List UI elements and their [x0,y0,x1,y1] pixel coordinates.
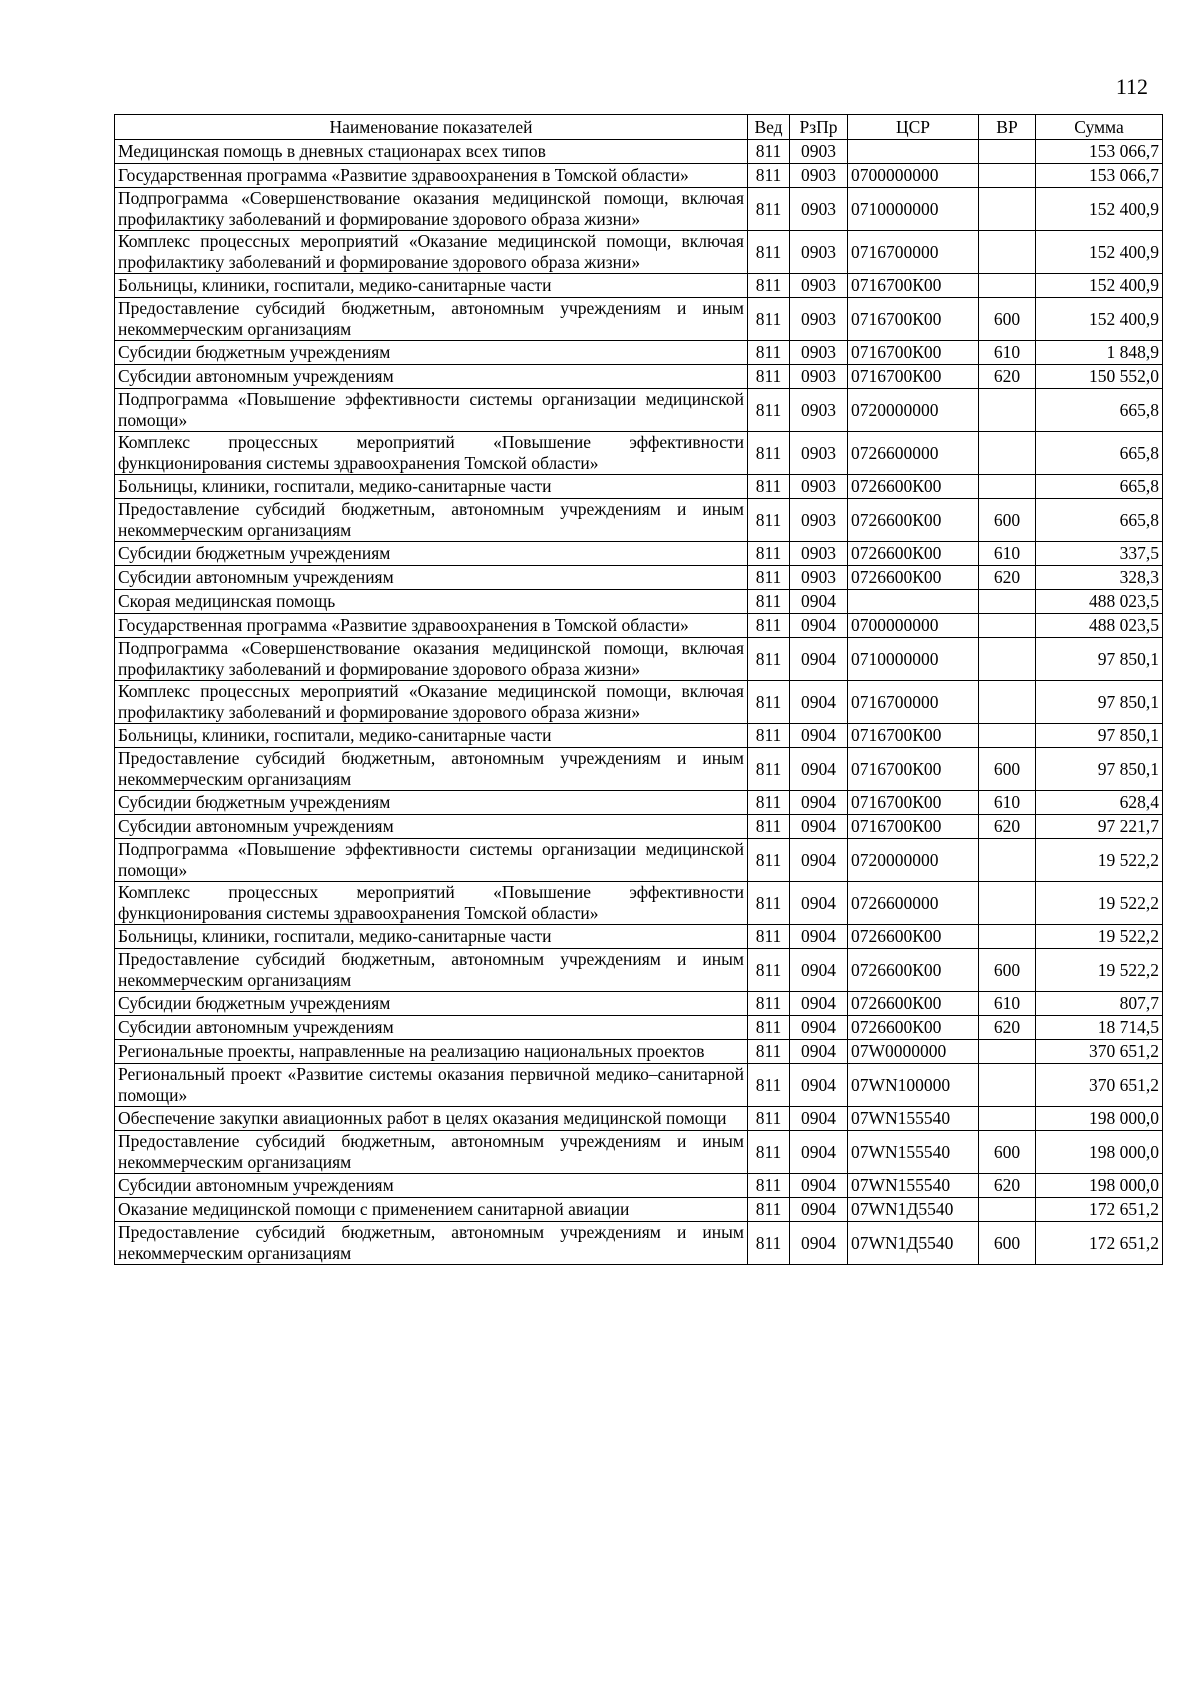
table-row [115,1174,1163,1198]
cell-rzpr: 0903 [790,475,848,499]
table-row [115,1107,1163,1131]
table-row [115,791,1163,815]
cell-sum: 198 000,0 [1036,1131,1163,1174]
cell-sum: 198 000,0 [1036,1107,1163,1131]
cell-sum: 152 400,9 [1036,274,1163,298]
cell-csr: 0720000000 [848,389,979,432]
table-row [115,231,1163,274]
cell-sum: 97 850,1 [1036,724,1163,748]
cell-rzpr: 0904 [790,839,848,882]
cell-vr: 610 [979,542,1036,566]
cell-name: Государственная программа «Развитие здравоохранения в Томской области» [115,614,748,638]
cell-name: Подпрограмма «Повышение эффективности системы организации медицинской помощи» [115,839,748,882]
cell-sum: 370 651,2 [1036,1064,1163,1107]
cell-sum: 19 522,2 [1036,839,1163,882]
cell-sum: 19 522,2 [1036,925,1163,949]
cell-name: Субсидии бюджетным учреждениям [115,542,748,566]
cell-rzpr: 0904 [790,949,848,992]
table-row [115,681,1163,724]
cell-rzpr: 0904 [790,992,848,1016]
page-number: 112 [1115,74,1148,99]
cell-vr [979,140,1036,164]
cell-sum: 152 400,9 [1036,188,1163,231]
table-row [115,298,1163,341]
cell-rzpr: 0904 [790,681,848,724]
table-row [115,949,1163,992]
cell-csr: 07W0000000 [848,1040,979,1064]
cell-name: Больницы, клиники, госпитали, медико-санитарные части [115,274,748,298]
cell-rzpr: 0903 [790,432,848,475]
cell-ved: 811 [748,590,790,614]
cell-csr: 0716700К00 [848,274,979,298]
cell-vr [979,1040,1036,1064]
table-row [115,1064,1163,1107]
cell-sum: 1 848,9 [1036,341,1163,365]
cell-csr: 07WN100000 [848,1064,979,1107]
cell-name: Подпрограмма «Совершенствование оказания медицинской помощи, включая профилактику заболеваний и формирование здорового образа жизни» [115,638,748,681]
cell-name: Предоставление субсидий бюджетным, автономным учреждениям и иным некоммерческим организациям [115,748,748,791]
cell-rzpr: 0904 [790,791,848,815]
cell-vr [979,188,1036,231]
table-row [115,590,1163,614]
cell-ved: 811 [748,1040,790,1064]
cell-vr: 620 [979,1016,1036,1040]
cell-csr: 0726600000 [848,882,979,925]
cell-vr [979,925,1036,949]
table-row [115,389,1163,432]
cell-csr: 0726600К00 [848,475,979,499]
cell-csr: 0700000000 [848,614,979,638]
cell-csr: 0726600К00 [848,1016,979,1040]
table-row [115,432,1163,475]
cell-name: Предоставление субсидий бюджетным, автономным учреждениям и иным некоммерческим организациям [115,499,748,542]
cell-sum: 807,7 [1036,992,1163,1016]
table-row [115,925,1163,949]
cell-vr: 620 [979,1174,1036,1198]
cell-name: Комплекс процессных мероприятий «Повышение эффективности функционирования системы здравоохранения Томской области» [115,432,748,475]
table-row [115,1040,1163,1064]
cell-sum: 152 400,9 [1036,231,1163,274]
cell-name: Оказание медицинской помощи с применением санитарной авиации [115,1198,748,1222]
cell-vr: 600 [979,748,1036,791]
cell-ved: 811 [748,839,790,882]
table-row [115,882,1163,925]
cell-csr: 0726600К00 [848,566,979,590]
table-row [115,1222,1163,1265]
cell-ved: 811 [748,882,790,925]
cell-name: Подпрограмма «Совершенствование оказания медицинской помощи, включая профилактику заболеваний и формирование здорового образа жизни» [115,188,748,231]
cell-ved: 811 [748,188,790,231]
cell-vr [979,681,1036,724]
table-row [115,748,1163,791]
cell-csr: 0716700К00 [848,791,979,815]
cell-ved: 811 [748,992,790,1016]
cell-csr: 0716700К00 [848,748,979,791]
cell-rzpr: 0903 [790,566,848,590]
table-row [115,1131,1163,1174]
cell-rzpr: 0904 [790,1198,848,1222]
cell-ved: 811 [748,231,790,274]
cell-sum: 665,8 [1036,499,1163,542]
cell-rzpr: 0904 [790,1131,848,1174]
cell-name: Комплекс процессных мероприятий «Оказание медицинской помощи, включая профилактику заболеваний и формирование здорового образа жизни» [115,681,748,724]
cell-vr: 620 [979,365,1036,389]
cell-ved: 811 [748,949,790,992]
cell-name: Предоставление субсидий бюджетным, автономным учреждениям и иным некоммерческим организациям [115,949,748,992]
table-row [115,638,1163,681]
cell-csr: 07WN155540 [848,1107,979,1131]
cell-ved: 811 [748,499,790,542]
cell-csr: 0710000000 [848,188,979,231]
cell-rzpr: 0904 [790,1107,848,1131]
cell-sum: 153 066,7 [1036,164,1163,188]
cell-csr: 0716700К00 [848,724,979,748]
cell-vr [979,231,1036,274]
cell-csr: 0700000000 [848,164,979,188]
table-row [115,499,1163,542]
cell-ved: 811 [748,475,790,499]
cell-csr: 0726600К00 [848,992,979,1016]
cell-sum: 19 522,2 [1036,949,1163,992]
cell-rzpr: 0904 [790,1064,848,1107]
cell-sum: 198 000,0 [1036,1174,1163,1198]
cell-vr: 620 [979,566,1036,590]
cell-name: Субсидии автономным учреждениям [115,566,748,590]
budget-table [114,114,1163,1265]
cell-csr: 0726600К00 [848,499,979,542]
cell-rzpr: 0903 [790,231,848,274]
cell-csr: 0716700К00 [848,298,979,341]
cell-rzpr: 0904 [790,614,848,638]
cell-name: Предоставление субсидий бюджетным, автономным учреждениям и иным некоммерческим организациям [115,1222,748,1265]
cell-ved: 811 [748,925,790,949]
cell-rzpr: 0904 [790,1016,848,1040]
cell-ved: 811 [748,566,790,590]
cell-csr: 0716700К00 [848,341,979,365]
cell-name: Больницы, клиники, госпитали, медико-санитарные части [115,724,748,748]
table-row [115,724,1163,748]
cell-sum: 328,3 [1036,566,1163,590]
cell-sum: 97 221,7 [1036,815,1163,839]
header-ved: Вед [748,115,790,140]
cell-csr: 0720000000 [848,839,979,882]
header-sum: Сумма [1036,115,1163,140]
cell-ved: 811 [748,748,790,791]
cell-rzpr: 0903 [790,341,848,365]
cell-csr: 0716700К00 [848,365,979,389]
cell-ved: 811 [748,815,790,839]
cell-name: Скорая медицинская помощь [115,590,748,614]
cell-csr: 0710000000 [848,638,979,681]
cell-csr: 0716700К00 [848,815,979,839]
cell-name: Субсидии автономным учреждениям [115,815,748,839]
cell-sum: 150 552,0 [1036,365,1163,389]
cell-name: Больницы, клиники, госпитали, медико-санитарные части [115,475,748,499]
cell-ved: 811 [748,432,790,475]
header-name: Наименование показателей [115,115,748,140]
cell-name: Субсидии автономным учреждениям [115,1174,748,1198]
cell-ved: 811 [748,298,790,341]
cell-sum: 97 850,1 [1036,681,1163,724]
cell-sum: 97 850,1 [1036,748,1163,791]
table-header-row [115,115,1163,140]
cell-csr: 0726600К00 [848,949,979,992]
cell-name: Подпрограмма «Повышение эффективности системы организации медицинской помощи» [115,389,748,432]
cell-name: Обеспечение закупки авиационных работ в целях оказания медицинской помощи [115,1107,748,1131]
cell-name: Государственная программа «Развитие здравоохранения в Томской области» [115,164,748,188]
cell-rzpr: 0904 [790,748,848,791]
cell-ved: 811 [748,341,790,365]
cell-csr: 07WN155540 [848,1131,979,1174]
header-rzpr: РзПр [790,115,848,140]
cell-name: Комплекс процессных мероприятий «Повышение эффективности функционирования системы здравоохранения Томской области» [115,882,748,925]
cell-name: Больницы, клиники, госпитали, медико-санитарные части [115,925,748,949]
cell-vr: 600 [979,1222,1036,1265]
table-row [115,341,1163,365]
cell-sum: 153 066,7 [1036,140,1163,164]
cell-sum: 628,4 [1036,791,1163,815]
table-row [115,542,1163,566]
cell-vr: 610 [979,791,1036,815]
cell-sum: 665,8 [1036,432,1163,475]
cell-rzpr: 0904 [790,1222,848,1265]
cell-ved: 811 [748,140,790,164]
cell-sum: 19 522,2 [1036,882,1163,925]
cell-vr: 600 [979,499,1036,542]
cell-rzpr: 0904 [790,638,848,681]
cell-vr [979,432,1036,475]
header-csr: ЦСР [848,115,979,140]
cell-rzpr: 0903 [790,140,848,164]
cell-name: Субсидии автономным учреждениям [115,365,748,389]
cell-name: Субсидии бюджетным учреждениям [115,992,748,1016]
cell-ved: 811 [748,681,790,724]
table-row [115,475,1163,499]
cell-vr: 600 [979,949,1036,992]
table-row [115,164,1163,188]
table-row [115,614,1163,638]
cell-ved: 811 [748,1198,790,1222]
cell-rzpr: 0903 [790,389,848,432]
cell-csr: 07WN1Д5540 [848,1222,979,1265]
cell-vr [979,274,1036,298]
cell-rzpr: 0903 [790,542,848,566]
cell-sum: 370 651,2 [1036,1040,1163,1064]
cell-ved: 811 [748,274,790,298]
cell-ved: 811 [748,542,790,566]
cell-ved: 811 [748,1222,790,1265]
cell-rzpr: 0904 [790,1174,848,1198]
cell-rzpr: 0904 [790,724,848,748]
cell-vr [979,614,1036,638]
cell-name: Региональный проект «Развитие системы оказания первичной медико–санитарной помощи» [115,1064,748,1107]
cell-ved: 811 [748,1131,790,1174]
table-row [115,274,1163,298]
table-row [115,839,1163,882]
table-row [115,140,1163,164]
cell-sum: 152 400,9 [1036,298,1163,341]
cell-sum: 172 651,2 [1036,1198,1163,1222]
cell-sum: 337,5 [1036,542,1163,566]
table-row [115,815,1163,839]
table-row [115,1016,1163,1040]
cell-vr: 600 [979,1131,1036,1174]
cell-ved: 811 [748,638,790,681]
cell-name: Субсидии бюджетным учреждениям [115,341,748,365]
cell-ved: 811 [748,614,790,638]
cell-csr: 0716700000 [848,681,979,724]
cell-ved: 811 [748,724,790,748]
cell-rzpr: 0903 [790,298,848,341]
cell-csr: 0726600К00 [848,925,979,949]
cell-ved: 811 [748,164,790,188]
cell-csr: 07WN1Д5540 [848,1198,979,1222]
cell-vr [979,475,1036,499]
cell-vr: 620 [979,815,1036,839]
cell-ved: 811 [748,1174,790,1198]
cell-name: Предоставление субсидий бюджетным, автономным учреждениям и иным некоммерческим организациям [115,298,748,341]
header-vr: ВР [979,115,1036,140]
cell-name: Региональные проекты, направленные на реализацию национальных проектов [115,1040,748,1064]
cell-name: Медицинская помощь в дневных стационарах всех типов [115,140,748,164]
cell-vr [979,389,1036,432]
table-row [115,1198,1163,1222]
cell-sum: 18 714,5 [1036,1016,1163,1040]
cell-vr [979,1198,1036,1222]
cell-sum: 665,8 [1036,389,1163,432]
cell-vr [979,590,1036,614]
cell-vr [979,839,1036,882]
cell-ved: 811 [748,791,790,815]
table-body [115,140,1163,1265]
cell-rzpr: 0904 [790,590,848,614]
cell-rzpr: 0903 [790,274,848,298]
cell-ved: 811 [748,1064,790,1107]
cell-rzpr: 0904 [790,815,848,839]
cell-name: Субсидии бюджетным учреждениям [115,791,748,815]
cell-rzpr: 0903 [790,188,848,231]
table-row [115,992,1163,1016]
cell-vr [979,164,1036,188]
cell-sum: 665,8 [1036,475,1163,499]
cell-rzpr: 0904 [790,882,848,925]
cell-rzpr: 0903 [790,365,848,389]
cell-rzpr: 0904 [790,1040,848,1064]
cell-sum: 97 850,1 [1036,638,1163,681]
cell-vr [979,1064,1036,1107]
cell-name: Комплекс процессных мероприятий «Оказание медицинской помощи, включая профилактику заболеваний и формирование здорового образа жизни» [115,231,748,274]
cell-vr: 610 [979,992,1036,1016]
cell-ved: 811 [748,389,790,432]
cell-name: Предоставление субсидий бюджетным, автономным учреждениям и иным некоммерческим организациям [115,1131,748,1174]
cell-vr [979,638,1036,681]
cell-csr [848,590,979,614]
cell-ved: 811 [748,365,790,389]
cell-vr: 600 [979,298,1036,341]
cell-vr: 610 [979,341,1036,365]
table-row [115,188,1163,231]
cell-sum: 488 023,5 [1036,614,1163,638]
cell-csr [848,140,979,164]
cell-ved: 811 [748,1016,790,1040]
cell-rzpr: 0904 [790,925,848,949]
table-row [115,365,1163,389]
cell-vr [979,882,1036,925]
cell-vr [979,724,1036,748]
cell-name: Субсидии автономным учреждениям [115,1016,748,1040]
cell-sum: 488 023,5 [1036,590,1163,614]
cell-csr: 0726600К00 [848,542,979,566]
cell-csr: 0716700000 [848,231,979,274]
cell-vr [979,1107,1036,1131]
cell-rzpr: 0903 [790,499,848,542]
cell-ved: 811 [748,1107,790,1131]
table-row [115,566,1163,590]
cell-sum: 172 651,2 [1036,1222,1163,1265]
cell-csr: 07WN155540 [848,1174,979,1198]
cell-rzpr: 0903 [790,164,848,188]
cell-csr: 0726600000 [848,432,979,475]
